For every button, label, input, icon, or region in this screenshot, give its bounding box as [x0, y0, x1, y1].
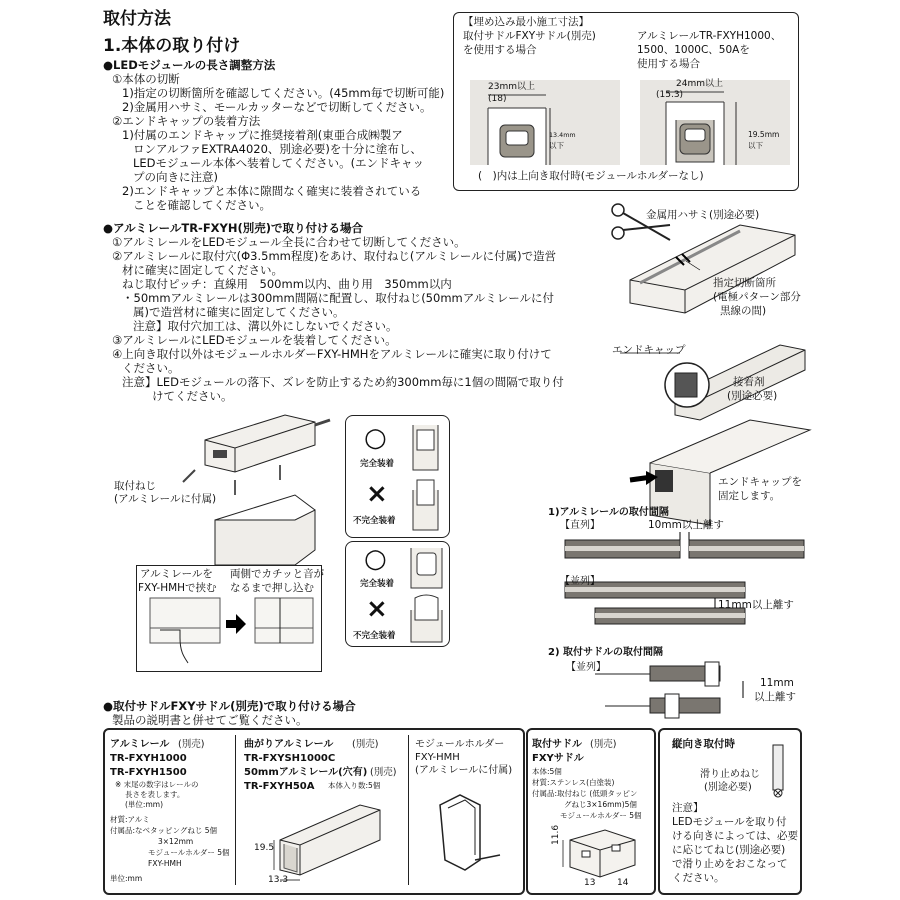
embed-right-label-c: 使用する場合: [637, 58, 700, 70]
divider: [408, 735, 409, 885]
glue-label-b: (別途必要): [727, 390, 778, 402]
saddle-spec-2: 材質:ステンレス(白塗装): [532, 778, 615, 787]
cut-step-2: 2)金属用ハサミ、モールカッターなどで切断してください。: [122, 100, 432, 114]
saddle-note: 製品の説明書と併せてご覧ください。: [112, 713, 308, 727]
embed-left-width: 23mm以上: [488, 82, 535, 92]
fifty-sub: (別売): [370, 767, 397, 778]
cut-step-1: 1)指定の切断箇所を確認してください。(45mm毎で切断可能): [122, 86, 445, 100]
saddle-spacing-figure: [595, 662, 755, 722]
saddle-drawing: [560, 825, 650, 885]
holder-drawing: [430, 790, 510, 880]
rail-spacing-figure: [565, 530, 805, 630]
embed-right-label-b: 1500、1000C、50Aを: [637, 44, 750, 56]
saddle-dim-height: 11.6: [551, 824, 561, 845]
divider: [235, 735, 236, 885]
embed-note: ( )内は上向き取付時(モジュールホルダーなし): [478, 170, 704, 182]
hmh-label-b: FXY-HMHで挟む: [138, 582, 217, 594]
embed-box-title: 【埋め込み最小施工寸法】: [463, 16, 589, 28]
rail-step-2f: 注意】取付穴加工は、溝以外にしないでください。: [133, 319, 398, 333]
parallel-dim: 11mm以上離す: [718, 599, 794, 611]
ng-label-2: 不完全装着: [353, 631, 396, 641]
saddle-spec-3: 付属品:取付ねじ (低頭タッピン: [532, 789, 638, 798]
rail-note-3: (単位:mm): [125, 800, 163, 809]
vertical-text-3: に応じてねじ(別途必要): [672, 844, 786, 856]
embed-left-label-b: を使用する場合: [463, 44, 537, 56]
saddle-spec-5: モジュールホルダー 5個: [560, 811, 642, 820]
saddle-spec-1: 本体:5個: [532, 767, 562, 776]
click-label-a: 両側でカチッと音が: [230, 568, 325, 580]
ng-label-1: 不完全装着: [353, 516, 396, 526]
fifty-model: TR-FXYH50A: [244, 781, 315, 792]
saddle-spec-4: グねじ3×16mm)5個: [564, 800, 637, 809]
screw-label-b: (アルミレールに付属): [114, 493, 217, 505]
ok-label-1: 完全装着: [360, 459, 395, 469]
fifty-qty: 本体入り数:5個: [328, 781, 381, 790]
vertical-rail-drawing: [770, 745, 790, 800]
cut-point-label-b: (電極パターン部分: [713, 291, 801, 303]
rail-step-3: ③アルミレールにLEDモジュールを装着してください。: [112, 333, 397, 347]
rail-mount-figure: [175, 410, 335, 570]
rail-dim-height: 19.5: [254, 843, 275, 853]
vertical-title: 縦向き取付時: [672, 738, 735, 750]
vertical-text-1: LEDモジュールを取り付: [672, 816, 787, 828]
rail-step-5a: 注意】LEDモジュールの落下、ズレを防止するため約300mm毎に1個の間隔で取り付: [122, 375, 564, 389]
rail-heading: ●アルミレールTR-FXYH(別売)で取り付ける場合: [103, 221, 364, 235]
vertical-text-4: で滑り止めをおこなって: [672, 858, 788, 870]
cap-step-2b: ことを確認してください。: [133, 198, 271, 212]
cap-step-1c: LEDモジュール本体へ装着してください。(エンドキャッ: [133, 156, 425, 170]
cut-heading: ①本体の切断: [112, 72, 180, 86]
rail-step-4b: ください。: [122, 361, 180, 375]
rail-step-5b: けてください。: [152, 389, 233, 403]
embed-right-height: 19.5mm: [748, 130, 780, 139]
vertical-screw-label-a: 滑り止めねじ: [700, 769, 760, 780]
embed-left-height-unit: 以下: [549, 141, 564, 150]
hmh-label-a: アルミレールを: [140, 568, 213, 580]
embed-right-width: 24mm以上: [676, 79, 723, 89]
rail-step-2a: ②アルミレールに取付穴(Φ3.5mm程度)をあけ、取付ねじ(アルミレールに付属)で造営: [112, 249, 557, 263]
vertical-screw-label-b: (別途必要): [704, 782, 752, 793]
ok-mark-1: ○: [364, 423, 387, 453]
rail-product-sub: (別売): [178, 739, 205, 750]
saddle-title: 取付サドル: [532, 739, 582, 750]
saddle-parallel-dim-a: 11mm: [760, 677, 794, 689]
saddle-dim-w1: 13: [584, 878, 596, 888]
rail-step-4a: ④上向き取付以外はモジュールホルダーFXY-HMHをアルミレールに確実に取り付けて: [112, 347, 552, 361]
holder-title: モジュールホルダー: [415, 739, 505, 750]
rail-acc-1: 付属品:なべタッピングねじ 5個: [110, 826, 218, 835]
spacing-heading-1: 1)アルミレールの取付間隔: [548, 507, 669, 518]
endcap-fix-label-a: エンドキャップを: [718, 476, 802, 488]
screw-label-a: 取付ねじ: [114, 480, 156, 492]
embed-left-width-paren: (18): [488, 94, 507, 104]
curve-sub: (別売): [352, 739, 379, 750]
embed-left-label-a: 取付サドルFXYサドル(別売): [463, 30, 596, 42]
ng-mark-2: ×: [366, 594, 388, 624]
ok-ng-profiles: [408, 420, 448, 645]
ok-mark-2: ○: [364, 544, 387, 574]
rail-dim-width: 13.3: [268, 875, 289, 885]
cap-step-1d: プの向きに注意): [133, 170, 218, 184]
rail-material: 材質:アルミ: [110, 815, 150, 824]
curve-model: TR-FXYSH1000C: [244, 753, 336, 764]
saddle-dim-w2: 14: [617, 878, 629, 888]
saddle-heading: ●取付サドルFXYサドル(別売)で取り付ける場合: [103, 699, 356, 713]
scissors-label: 金属用ハサミ(別途必要): [646, 209, 760, 221]
saddle-parallel-dim-b: 以上離す: [754, 691, 796, 703]
parallel-label: 【並列】: [560, 576, 600, 587]
cap-step-1b: ロンアルファEXTRA4020、別途必要)を十分に塗布し、: [133, 142, 422, 156]
vertical-caution: 注意】: [672, 802, 704, 814]
cap-heading: ②エンドキャップの装着方法: [112, 114, 261, 128]
series-label: 【直列】: [560, 520, 600, 531]
saddle-sub: (別売): [590, 739, 617, 750]
rail-acc-4: FXY-HMH: [148, 859, 182, 868]
saddle-model: FXYサドル: [532, 753, 584, 764]
fifty-title: 50mmアルミレール(穴有): [244, 767, 368, 778]
endcap-fix-label-b: 固定します。: [718, 490, 781, 502]
embed-right-height-unit: 以下: [748, 141, 763, 150]
page-title: 取付方法: [103, 9, 171, 29]
rail-note-2: 長さを表します。: [125, 790, 185, 799]
section-title: 1.本体の取り付け: [103, 36, 241, 56]
rail-step-2c: ねじ取付ピッチ：直線用 500mm以内、曲り用 350mm以内: [122, 277, 452, 291]
rail-step-2b: 材に確実に固定してください。: [122, 263, 283, 277]
embed-right-label-a: アルミレールTR-FXYH1000、: [637, 30, 782, 42]
holder-model: FXY-HMH: [415, 752, 460, 763]
rail-model-2: TR-FXYH1500: [110, 767, 187, 778]
ok-label-2: 完全装着: [360, 579, 395, 589]
cap-step-1a: 1)付属のエンドキャップに推奨接着剤(東亜合成㈱製ア: [122, 128, 403, 142]
hmh-sequence-figure: [140, 598, 315, 668]
vertical-text-5: ください。: [672, 872, 725, 884]
holder-note: (アルミレールに付属): [415, 765, 513, 776]
cap-step-2a: 2)エンドキャップと本体に隙間なく確実に装着されている: [122, 184, 422, 198]
vertical-text-2: ける向きによっては、必要: [672, 830, 798, 842]
rail-step-1: ①アルミレールをLEDモジュール全長に合わせて切断してください。: [112, 235, 466, 249]
spacing-heading-2: 2) 取付サドルの取付間隔: [548, 647, 664, 658]
rail-note-1: ※ 末尾の数字はレールの: [115, 780, 199, 789]
endcap-label: エンドキャップ: [612, 344, 686, 356]
rail-step-2d: ・50mmアルミレールは300mm間隔に配置し、取付ねじ(50mmアルミレールに付: [122, 291, 555, 305]
embed-right-width-paren: (15.3): [656, 90, 684, 100]
glue-label-a: 接着剤: [733, 376, 765, 388]
rail-acc-2: 3×12mm: [158, 837, 194, 846]
rail-step-2e: 属)で造営材に確実に固定してください。: [133, 305, 345, 319]
rail-profile-drawing: [270, 800, 400, 885]
ng-mark-1: ×: [366, 479, 388, 509]
led-adjust-heading: ●LEDモジュールの長さ調整方法: [103, 58, 276, 72]
rail-acc-3: モジュールホルダー 5個: [148, 848, 230, 857]
cut-point-label-c: 黒線の間): [720, 305, 767, 317]
unit-label: 単位:mm: [110, 874, 143, 883]
series-dim: 10mm以上離す: [648, 519, 724, 531]
rail-model-1: TR-FXYH1000: [110, 753, 187, 764]
rail-product-title: アルミレール: [110, 739, 170, 750]
saddle-parallel-label: 【並列】: [566, 662, 606, 673]
embed-left-height: 13.4mm: [549, 131, 576, 139]
curve-title: 曲がりアルミレール: [244, 739, 334, 750]
click-label-b: なるまで押し込む: [230, 582, 314, 594]
cut-point-label-a: 指定切断箇所: [713, 277, 776, 289]
